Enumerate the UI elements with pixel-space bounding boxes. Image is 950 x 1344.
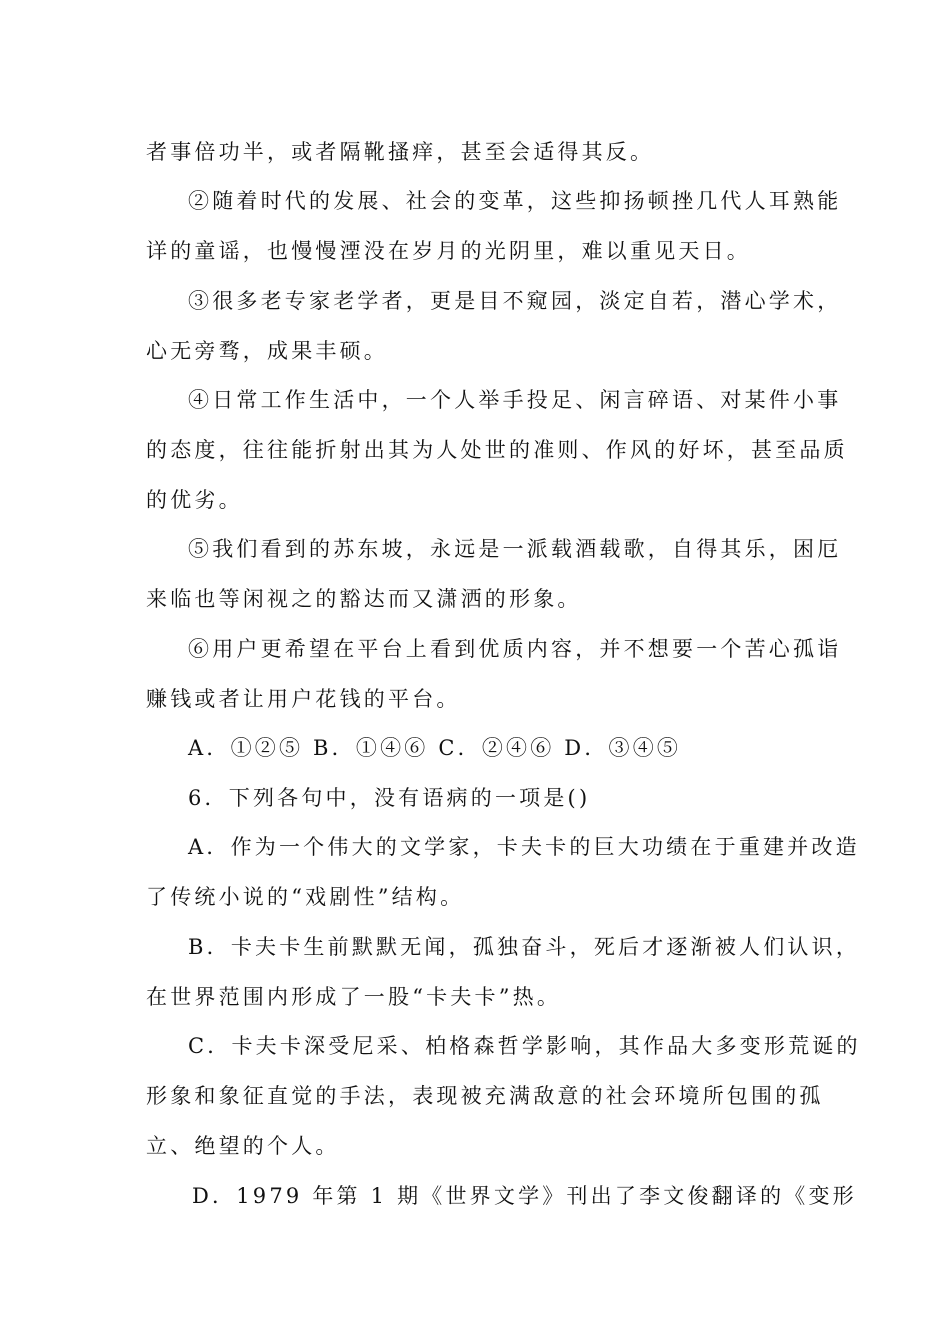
- text-line: ⑤我们看到的苏东坡，永远是一派载酒载歌，自得其乐，困厄: [188, 537, 842, 561]
- text-line: 在世界范围内形成了一股“卡夫卡”热。: [146, 985, 562, 1009]
- option-b-line: B．卡夫卡生前默默无闻，孤独奋斗，死后才逐渐被人们认识，: [188, 935, 861, 959]
- text-line: ⑥用户更希望在平台上看到优质内容，并不想要一个苦心孤诣: [188, 637, 842, 661]
- text-line: 的态度，往往能折射出其为人处世的准则、作风的好坏，甚至品质: [146, 438, 848, 462]
- text-line: ④日常工作生活中，一个人举手投足、闲言碎语、对某件小事: [188, 388, 842, 412]
- text-line: 来临也等闲视之的豁达而又潇洒的形象。: [146, 587, 582, 611]
- text-line: 心无旁骛，成果丰硕。: [146, 339, 388, 363]
- text-line: 立、绝望的个人。: [146, 1134, 340, 1158]
- text-line: 了传统小说的“戏剧性”结构。: [146, 885, 465, 909]
- text-line: 者事倍功半，或者隔靴搔痒，甚至会适得其反。: [146, 140, 655, 164]
- text-line: ②随着时代的发展、社会的变革，这些抑扬顿挫几代人耳熟能: [188, 189, 842, 213]
- question-6-title: 6．下列各句中，没有语病的一项是(): [188, 786, 591, 810]
- text-line: ③很多老专家老学者，更是目不窥园，淡定自若，潜心学术，: [188, 289, 842, 313]
- text-line: 形象和象征直觉的手法，表现被充满敌意的社会环境所包围的孤: [146, 1084, 824, 1108]
- option-d-line: D．1979 年第 1 期《世界文学》刊出了李文俊翻译的《变形: [192, 1184, 857, 1208]
- text-line: 详的童谣，也慢慢湮没在岁月的光阴里，难以重见天日。: [146, 239, 751, 263]
- answer-options-line: A．①②⑤ B．①④⑥ C．②④⑥ D．③④⑤: [188, 736, 682, 760]
- text-line: 赚钱或者让用户花钱的平台。: [146, 687, 461, 711]
- option-a-line: A．作为一个伟大的文学家，卡夫卡的巨大功绩在于重建并改造: [188, 835, 860, 859]
- option-c-line: C．卡夫卡深受尼采、柏格森哲学影响，其作品大多变形荒诞的: [188, 1034, 861, 1058]
- text-line: 的优劣。: [146, 488, 243, 512]
